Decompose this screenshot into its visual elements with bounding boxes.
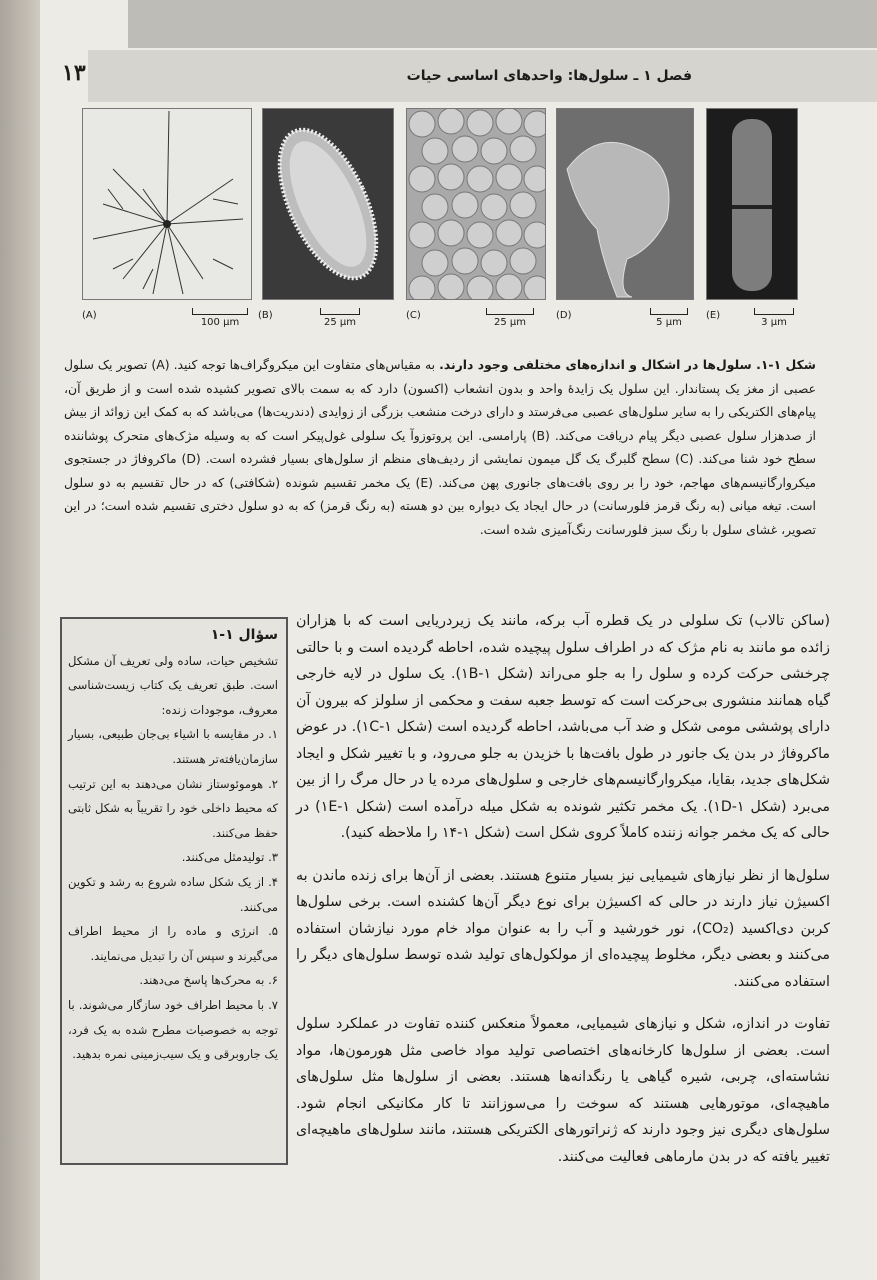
question-item-2: ۲. هوموئوستاز نشان می‌دهند به این ترتیب که محیط داخلی خود را تقریباً به شکل ثابتی حفظ می‌کنند. [68, 776, 278, 840]
figure-neuron [82, 108, 252, 300]
figure-label-c: (C) [406, 310, 421, 321]
chapter-title: فصل ۱ ـ سلول‌ها: واحدهای اساسی حیات [406, 68, 692, 84]
question-intro: تشخیص حیات، ساده ولی تعریف آن مشکل است. طبق تعریف یک کتاب زیست‌شناسی معروف، موجودات زنده: [68, 653, 278, 717]
question-box [60, 617, 288, 1165]
question-box-title: سؤال ۱-۱ [210, 627, 278, 643]
petal-cells-drawing [407, 109, 545, 299]
scale-bar-c: 25 µm [486, 308, 534, 328]
question-item-3: ۳. تولیدمثل می‌کنند. [181, 850, 278, 865]
figure-label-b: (B) [258, 310, 273, 321]
question-item-5: ۵. انرژی و ماده را از محیط اطراف می‌گیرند و سپس آن را تبدیل می‌نمایند. [68, 924, 278, 963]
scale-bar-e: 3 µm [754, 308, 794, 328]
figure-macrophage [556, 108, 694, 300]
page-number: ۱۳ [62, 60, 86, 86]
caption-text: به مقیاس‌های متفاوت این میکروگراف‌ها توجه کنید. (A) تصویر یک سلول عصبی از مغز یک پستاندار. این سلول یک زایدهٔ واحد و بدون انشعاب (اکسون) دارد که به سمت بالای تصویر کشیده شده است و از طریق آن، پیام‌های الکتریکی را به سایر سلول‌های عصبی می‌فرستد و دارای درخت منشعب بزرگی از زوایدی (دندریت‌ها) می‌باشد که به کمک این زوائد از بیش از صدهزار سلول عصبی دیگر پیام دریافت می‌کند. (B) پارامسی. این پروتوزوآ یک سلولی غول‌پیکر است که به وسیله مژک‌های متحرک پوشاننده سطح خود شنا می‌کند. (C) سطح گلبرگ یک گل میمون نمایشی از ردیف‌های منظم از سلول‌های بسیار فشرده است. (D) ماکروفاژ در جستجوی میکروارگانیسم‌های مهاجم، خود را بر روی بافت‌های جانوری پهن می‌کند. (E) یک مخمر تقسیم شونده (شکافتی) که در حال تقسیم به دو سلول است. تیغه میانی (به رنگ قرمز فلورسانت) در حال ایجاد یک دیواره بین دو هسته (به رنگ قرمز) که به دو سلول دختری تقسیم شده است؛ در این تصویر، غشای سلول با رنگ سبز فلورسانت رنگ‌آمیزی شده است. [64, 357, 817, 537]
scale-bar-b: 25 µm [320, 308, 360, 328]
question-item-7: ۷. با محیط اطراف خود سازگار می‌شوند. با توجه به خصوصیات مطرح شده به یک فرد، یک جاروبرقی و یک سیب‌زمینی نمره بدهید. [68, 997, 278, 1062]
scale-bar-d: 5 µm [650, 308, 688, 328]
paramecium-drawing [263, 109, 393, 299]
question-item-1: ۱. در مقایسه با اشیاء بی‌جان طبیعی، بسیار سازمان‌یافته‌تر هستند. [68, 727, 278, 766]
neuron-drawing [83, 109, 251, 299]
page-gutter [0, 0, 40, 1280]
question-item-4: ۴. از یک شکل ساده شروع به رشد و تکوین می‌کنند. [68, 874, 278, 914]
yeast-drawing [707, 109, 797, 299]
question-item-6: ۶. به محرک‌ها پاسخ می‌دهند. [139, 973, 278, 988]
body-paragraph-3: تفاوت در اندازه، شکل و نیازهای شیمیایی، معمولاً منعکس کننده تفاوت در عملکرد سلول است. بعضی از سلول‌ها کارخانه‌های اختصاصی تولید مواد خاصی مثل هورمون‌ها، مواد نشاسته‌ای، چربی، شیره گیاهی یا رنگدانه‌ها هستند. بعضی از سلول‌ها مثل سلول‌های ماهیچه‌ای، موتورهایی هستند که سوخت را می‌سوزانند تا کار مکانیکی انجام شود. سلول‌های دیگری نیز وجود دارند که ژنراتورهای الکتریکی هستند، مانند سلول‌های ماهیچه‌ای تغییر یافته که در بدن مارماهی فعالیت می‌کنند. [296, 1016, 830, 1165]
macrophage-drawing [557, 109, 693, 299]
figure-strip [80, 108, 800, 338]
body-paragraph-2: سلول‌ها از نظر نیازهای شیمیایی نیز بسیار متنوع هستند. بعضی از آن‌ها برای زنده ماندن به اکسیژن نیاز دارند در حالی که اکسیژن برای نوع دیگر آن‌ها کشنده است. برخی سلول‌ها کربن دی‌اکسید (CO₂)، نور خورشید و آب را به عنوان مواد خام مورد نیازشان استفاده می‌کنند و بعضی دیگر، مخلوط پیچیده‌ای از مولکول‌های تولید شده توسط سلول‌های دیگر را استفاده می‌کنند. [296, 867, 831, 990]
scale-bar-a: 100 µm [192, 308, 248, 328]
header-band [128, 0, 877, 48]
figure-petal-cells [406, 108, 546, 300]
caption-lead: شکل ۱-۱. سلول‌ها در اشکال و اندازه‌های مختلفی وجود دارند. [439, 357, 816, 372]
figure-label-a: (A) [82, 310, 97, 321]
figure-yeast [706, 108, 798, 300]
body-paragraph-1: (ساکن تالاب) تک سلولی در یک قطره آب برکه، مانند یک زیردریایی است که با هزاران زائده مو مانند به نام مژک که در اطراف سلول پیچیده شده، احاطه گردیده است و با حالتی چرخشی حرکت کرده و سلول را به جلو می‌راند (شکل ۱B-۱). یک سلول در لایه خارجی گیاه همانند منشوری بی‌حرکت است که توسط جعبه سفت و محکمی از سلولز که بیرون آن دارای پوششی مومی شکل و ضد آب می‌باشد، احاطه گردیده است (شکل ۱C-۱). در عوض ماکروفاژ در بدن یک جانور در طول بافت‌ها با خزیدن به جلو می‌رود، و با تغییر شکل و ایجاد شکل‌های جدید، بقایا، میکروارگانیسم‌های خارجی و سلول‌های مرده یا در حال مرگ را از بین می‌برد (شکل ۱D-۱). یک مخمر تکثیر شونده به شکل میله درآمده است (شکل ۱E-۱) در حالی که یک مخمر جوانه زننده کاملاً کروی شکل است (شکل ۱-۱۴ را ملاحظه کنید). [296, 613, 831, 841]
figure-caption [64, 353, 816, 541]
figure-label-d: (D) [556, 310, 572, 321]
body-text [296, 608, 830, 1186]
figure-label-e: (E) [706, 310, 721, 321]
figure-paramecium [262, 108, 394, 300]
